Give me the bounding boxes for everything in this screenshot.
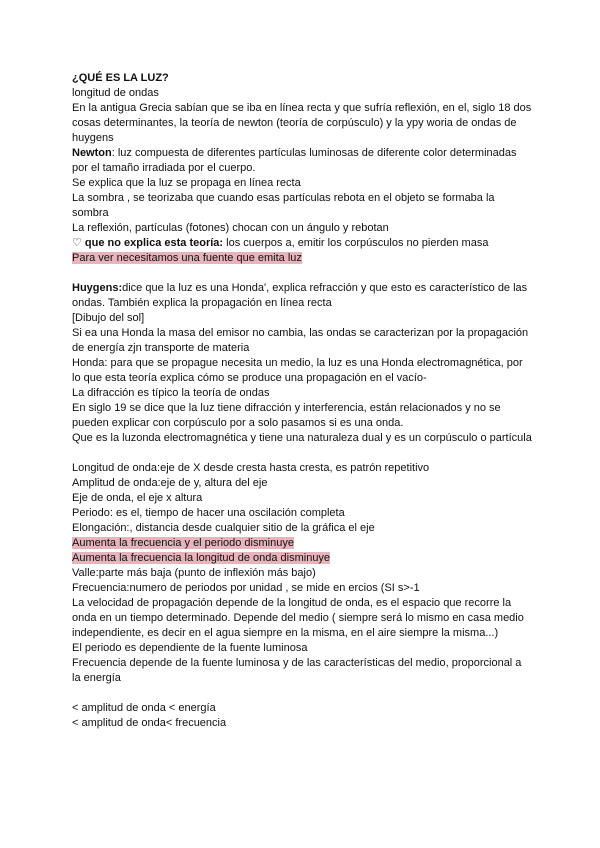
huygens-text: dice que la luz es una Honda', explica refracción y que esto es característico de las ondas. También explica la propagación en línea recta: [72, 282, 528, 309]
paragraph: La difracción es típico la teoría de ondas: [72, 387, 270, 399]
paragraph: Eje de onda, el eje x altura: [72, 492, 203, 504]
paragraph: En la antigua Grecia sabían que se iba en línea recta y que sufría reflexión, en el, siglo 18 dos cosas determinantes, la teoría de newton (teoría de corpúsculo) y la ypy woria de ondas de huygens: [72, 102, 532, 144]
highlighted-text: Para ver necesitamos una fuente que emita luz: [72, 252, 302, 264]
paragraph: < amplitud de onda < energía: [72, 702, 216, 714]
paragraph: Elongación:, distancia desde cualquier sitio de la gráfica el eje: [72, 522, 375, 534]
paragraph: Que es la luzonda electromagnética y tiene una naturaleza dual y es un corpúsculo o partícula: [72, 432, 532, 444]
blank-line: [72, 446, 532, 461]
paragraph: Amplitud de onda:eje de y, altura del eje: [72, 477, 268, 489]
highlighted-text: Aumenta la frecuencia y el periodo disminuye: [72, 537, 294, 549]
highlight-line: [72, 251, 532, 266]
no-explica-text: los cuerpos a, emitir los corpúsculos no pierden masa: [223, 237, 489, 249]
paragraph: En siglo 19 se dice que la luz tiene difracción y interferencia, están relacionados y no se pueden explicar con corpúsculo por a solo pasamos si es una onda.: [72, 402, 501, 429]
blank-line: [72, 686, 532, 701]
paragraph: El periodo es dependiente de la fuente luminosa: [72, 642, 308, 654]
huygens-paragraph: [72, 281, 532, 311]
paragraph: La velocidad de propagación depende de la longitud de onda, es el espacio que recorre la onda en un tiempo determinado. Depende del medio ( siempre será lo mismo en casa medio independiente, es decir en el agua siempre en la misma, en el aire siempre la misma...): [72, 597, 524, 639]
blank-line: [72, 266, 532, 281]
paragraph: Valle:parte más baja (punto de inflexión más bajo): [72, 567, 316, 579]
highlight-line: [72, 536, 532, 551]
paragraph: [Dibujo del sol]: [72, 312, 145, 324]
no-explica-label: que no explica esta teoría:: [81, 237, 224, 249]
huygens-label: Huygens:: [72, 282, 123, 294]
paragraph: Se explica que la luz se propaga en línea recta: [72, 177, 301, 189]
paragraph: Si ea una Honda la masa del emisor no cambia, las ondas se caracterizan por la propagación de energía zjn transporte de materia: [72, 327, 529, 354]
newton-label: Newton: [72, 147, 112, 159]
highlight-line: [72, 551, 532, 566]
document-body: [72, 71, 532, 731]
document-title: ¿QUÉ ES LA LUZ?: [72, 72, 169, 84]
paragraph: Frecuencia depende de la fuente luminosa y de las características del medio, proporcional a la energía: [72, 657, 522, 684]
subtitle: longitud de ondas: [72, 87, 159, 99]
no-explica-paragraph: [72, 236, 532, 251]
paragraph: < amplitud de onda< frecuencia: [72, 717, 227, 729]
paragraph: La reflexión, partículas (fotones) chocan con un ángulo y rebotan: [72, 222, 389, 234]
newton-text: : luz compuesta de diferentes partículas luminosas de diferente color determinadas por el tamaño irradiada por el cuerpo.: [72, 147, 517, 174]
paragraph: Periodo: es el, tiempo de hacer una oscilación completa: [72, 507, 345, 519]
heart-icon: ♡: [72, 237, 82, 249]
paragraph: Frecuencia:numero de periodos por unidad , se mide en ercios (SI s>-1: [72, 582, 420, 594]
highlighted-text: Aumenta la frecuencia la longitud de onda disminuye: [72, 552, 331, 564]
paragraph: Honda: para que se propague necesita un medio, la luz es una Honda electromagnética, por lo que esta teoría explica cómo se produce una propagación en el vacío-: [72, 357, 523, 384]
paragraph: La sombra , se teorizaba que cuando esas partículas rebota en el objeto se formaba la sombra: [72, 192, 495, 219]
paragraph: Longitud de onda:eje de X desde cresta hasta cresta, es patrón repetitivo: [72, 462, 430, 474]
newton-paragraph: [72, 146, 532, 176]
